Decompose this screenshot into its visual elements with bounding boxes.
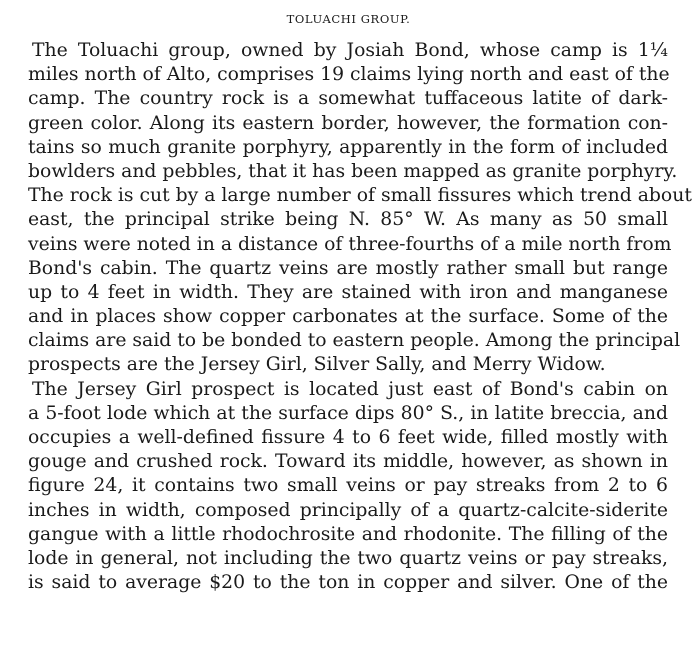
text-line: Bond's cabin. The quartz veins are mostly rather small but range bbox=[28, 257, 668, 279]
text-line: The Jersey Girl prospect is located just east of Bond's cabin on bbox=[32, 378, 668, 400]
text-line: veins were noted in a distance of three-fourths of a mile north from bbox=[28, 233, 672, 255]
text-line: lode in general, not including the two quartz veins or pay streaks, bbox=[28, 547, 668, 569]
text-line: claims are said to be bonded to eastern people. Among the principal bbox=[28, 330, 681, 352]
paragraph-jersey-girl bbox=[28, 378, 668, 596]
text-line: prospects are the Jersey Girl, Silver Sally, and Merry Widow. bbox=[28, 354, 606, 376]
paragraph-toluachi-group bbox=[28, 39, 692, 378]
text-line: The rock is cut by a large number of small fissures which trend about bbox=[28, 185, 692, 207]
text-line: east, the principal strike being N. 85° W. As many as 50 small bbox=[28, 209, 668, 231]
running-head: TOLUACHI GROUP. bbox=[286, 12, 411, 26]
body-text bbox=[28, 39, 692, 595]
text-line: is said to average $20 to the ton in copper and silver. One of the bbox=[28, 572, 668, 594]
text-line: green color. Along its eastern border, however, the formation con- bbox=[28, 112, 668, 134]
text-line: bowlders and pebbles, that it has been mapped as granite porphyry. bbox=[28, 160, 678, 182]
text-line: tains so much granite porphyry, apparently in the form of included bbox=[28, 136, 668, 158]
text-line: gouge and crushed rock. Toward its middle, however, as shown in bbox=[28, 451, 668, 473]
text-line: miles north of Alto, comprises 19 claims lying north and east of the bbox=[28, 64, 670, 86]
text-line: gangue with a little rhodochrosite and rhodonite. The filling of the bbox=[28, 523, 668, 545]
text-line: camp. The country rock is a somewhat tuffaceous latite of dark- bbox=[28, 88, 668, 110]
text-line: figure 24, it contains two small veins or pay streaks from 2 to 6 bbox=[28, 475, 668, 497]
text-line: inches in width, composed principally of a quartz-calcite-siderite bbox=[28, 499, 668, 521]
text-line: and in places show copper carbonates at the surface. Some of the bbox=[28, 306, 668, 328]
text-line: The Toluachi group, owned by Josiah Bond, whose camp is 1¼ bbox=[32, 40, 668, 61]
text-line: up to 4 feet in width. They are stained with iron and manganese bbox=[28, 281, 668, 303]
text-line: a 5-foot lode which at the surface dips 80° S., in latite breccia, and bbox=[28, 402, 668, 424]
text-line: occupies a well-defined fissure 4 to 6 feet wide, filled mostly with bbox=[28, 427, 668, 448]
